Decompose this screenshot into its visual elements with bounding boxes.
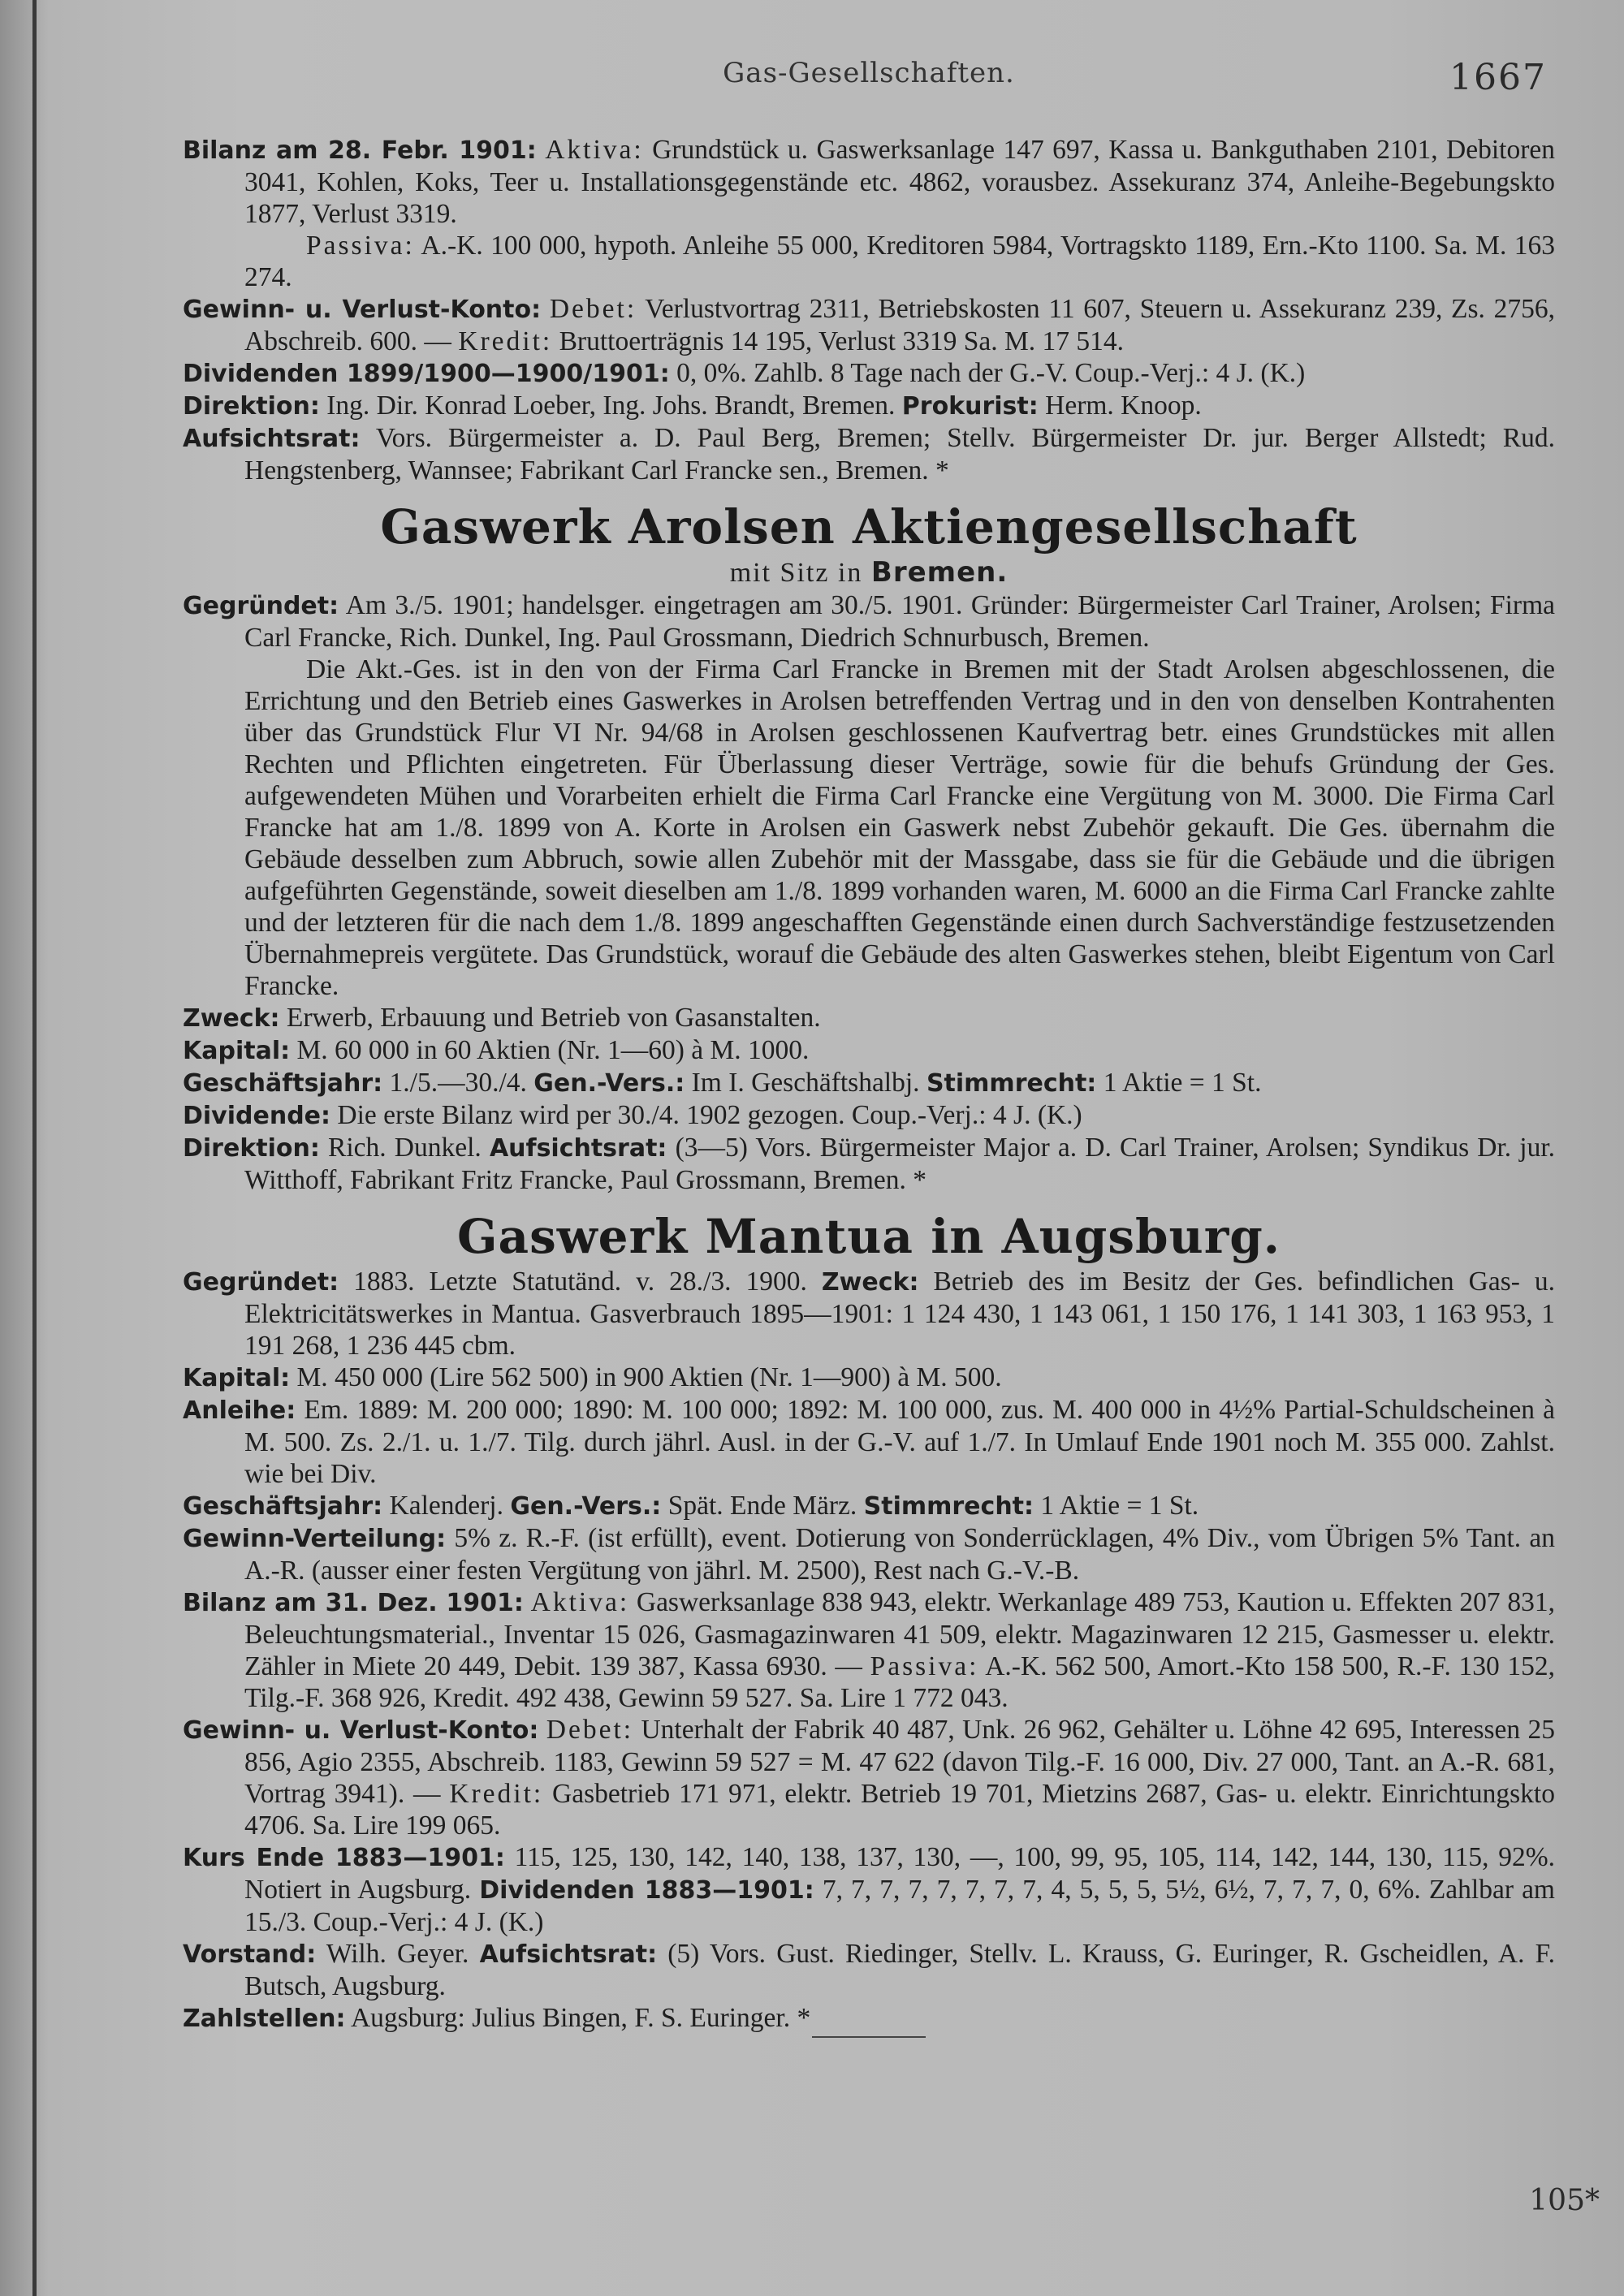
- aufsichtsrat-label: Aufsichtsrat:: [183, 425, 361, 453]
- vorstand-entry: [183, 1938, 1555, 2002]
- stimm-label: Stimmrecht:: [863, 1492, 1034, 1521]
- kurs-label: Kurs Ende 1883—1901:: [183, 1844, 505, 1872]
- direktion-aufsichtsrat-entry: [183, 1132, 1555, 1196]
- gegruendet-text: Am 3./5. 1901; handelsger. eingetragen am 30./5. 1901. Gründer: Bürgermeister Carl Trainer, Arolsen; Firma Carl Francke, Rich. Dunkel, Ing. Paul Grossmann, Diedrich Schnurbusch, Bremen.: [244, 590, 1555, 653]
- bilanz-entry: [183, 1586, 1555, 1714]
- direktion-label: Direktion:: [183, 1134, 320, 1163]
- direktion-entry: [183, 390, 1555, 422]
- prokurist-label: Prokurist:: [901, 392, 1039, 421]
- geschaeftsjahr-entry: [183, 1490, 1555, 1522]
- dividenden-text: 0, 0%. Zahlb. 8 Tage nach der G.-V. Coup.-Verj.: 4 J. (K.): [676, 358, 1306, 388]
- zahlstellen-text: Augsburg: Julius Bingen, F. S. Euringer. *: [350, 2003, 811, 2033]
- gj-text: 1./5.—30./4.: [389, 1068, 527, 1098]
- dividenden-label: Dividenden 1883—1901:: [479, 1876, 814, 1905]
- zweck-text: Erwerb, Erbauung und Betrieb von Gasanstalten.: [286, 1003, 821, 1033]
- gewinnverteilung-entry: [183, 1522, 1555, 1586]
- dividenden-label: Dividenden 1899/1900—1900/1901:: [183, 360, 670, 388]
- running-header: [183, 57, 1555, 97]
- kapital-label: Kapital:: [183, 1364, 291, 1392]
- kapital-text: M. 60 000 in 60 Aktien (Nr. 1—60) à M. 1000.: [296, 1035, 810, 1065]
- direktion-label: Direktion:: [183, 392, 320, 421]
- bilanz-aktiva: Grundstück u. Gaswerksanlage 147 697, Kassa u. Bankguthaben 2101, Debitoren 3041, Kohlen, Koks, Teer u. Installationsgegenstände etc. 4862, vorausbez. Assekuranz 374, Anleihe-Begebungskto 1877, Verlust 3319.: [244, 135, 1556, 229]
- gj-label: Geschäftsjahr:: [183, 1069, 383, 1098]
- gj-label: Geschäftsjahr:: [183, 1492, 383, 1521]
- anleihe-entry: [183, 1394, 1555, 1490]
- bilanz-passiva: A.-K. 100 000, hypoth. Anleihe 55 000, Kreditoren 5984, Vortragskto 1189, Ern.-Kto 1100. Sa. M. 163 274.: [244, 231, 1556, 292]
- dividende-label: Dividende:: [183, 1102, 331, 1130]
- bilanz-label: Bilanz am 31. Dez. 1901:: [183, 1589, 524, 1617]
- gegruendet-label: Gegründet:: [183, 1268, 339, 1297]
- passiva-entry: [183, 230, 1555, 293]
- gegruendet-label: Gegründet:: [183, 592, 339, 620]
- signature-mark: 105*: [1529, 2184, 1600, 2217]
- aufsichtsrat-text: Vors. Bürgermeister a. D. Paul Berg, Bremen; Stellv. Bürgermeister Dr. jur. Berger Allstedt; Rud. Hengstenberg, Wannsee; Fabrikant Carl Francke sen., Bremen. *: [244, 423, 1555, 486]
- dividende-entry: [183, 1099, 1555, 1132]
- guv-entry: [183, 1714, 1555, 1841]
- anleihe-label: Anleihe:: [183, 1396, 296, 1425]
- aufsichtsrat-entry: [183, 422, 1555, 486]
- aufsichtsrat-label: Aufsichtsrat:: [489, 1134, 667, 1163]
- debet-word: Debet:: [546, 1715, 634, 1745]
- gewinnverteilung-label: Gewinn-Verteilung:: [183, 1525, 447, 1553]
- gegruendet-entry: [183, 1266, 1555, 1362]
- kapital-label: Kapital:: [183, 1037, 291, 1065]
- zweck-entry: [183, 1002, 1555, 1034]
- zweck-label: Zweck:: [183, 1004, 280, 1033]
- zweck-text: Betrieb des im Besitz der Ges. befindlichen Gas- u. Elektricitätswerkes in Mantua. Gasverbrauch 1895—1901: 1 124 430, 1 143 061, 1 150 176, 1 141 303, 1 163 953, 1 191 268, 1 236 445 cbm.: [244, 1267, 1556, 1361]
- guv-entry: [183, 293, 1555, 357]
- aktiva-word: Aktiva:: [545, 135, 644, 165]
- company-subtitle-arolsen: [183, 556, 1555, 589]
- geschaeftsjahr-entry: [183, 1067, 1555, 1099]
- stimm-label: Stimmrecht:: [926, 1069, 1097, 1098]
- guv-kredit: Gasbetrieb 171 971, elektr. Betrieb 19 701, Mietzins 2687, Gas- u. elektr. Einrichtungskto 4706. Sa. Lire 199 065.: [244, 1779, 1555, 1841]
- anleihe-text: Em. 1889: M. 200 000; 1890: M. 100 000; 1892: M. 100 000, zus. M. 400 000 in 4½% Partial-Schuldscheinen à M. 500. Zs. 2./1. u. 1./7. Tilg. durch jährl. Ausl. in der G.-V. auf 1./7. In Umlauf Ende 1901 noch M. 355 000. Zahlst. wie bei Div.: [244, 1395, 1556, 1489]
- gv-text: Spät. Ende März.: [667, 1491, 857, 1521]
- page-body: [183, 134, 1555, 2038]
- company-title-arolsen: Gaswerk Arolsen Aktiengesellschaft: [380, 499, 1358, 555]
- guv-debet: Unterhalt der Fabrik 40 487, Unk. 26 962, Gehälter u. Löhne 42 695, Interessen 25 856, Agio 2355, Abschreib. 1183, Gewinn 59 527 = M. 47 622 (davon Tilg.-F. 16 000, Div. 27 000, Tant. an A.-R. 681, Vortrag 3941). —: [244, 1715, 1556, 1809]
- passiva-word: Passiva:: [306, 231, 415, 261]
- prokurist-text: Herm. Knoop.: [1045, 391, 1202, 421]
- subtitle-prefix: mit Sitz in: [729, 558, 863, 588]
- guv-label: Gewinn- u. Verlust-Konto:: [183, 1716, 539, 1745]
- gj-text: Kalenderj.: [389, 1491, 503, 1521]
- gv-text: Im I. Geschäftshalbj.: [691, 1068, 920, 1098]
- debet-word: Debet:: [549, 294, 637, 324]
- gewinnverteilung-text: 5% z. R.-F. (ist erfüllt), event. Dotierung von Sonderrücklagen, 4% Div., vom Übrigen 5% Tant. an A.-R. (ausser einer festen Vergütung von jährl. M. 2500), Rest nach G.-V.-B.: [244, 1523, 1555, 1586]
- direktion-text: Rich. Dunkel.: [328, 1133, 482, 1163]
- bilanz-label: Bilanz am 28. Febr. 1901:: [183, 136, 537, 165]
- aufsichtsrat-text: (3—5) Vors. Bürgermeister Major a. D. Carl Trainer, Arolsen; Syndikus Dr. jur. Witthoff, Fabrikant Fritz Francke, Paul Grossmann, Bremen. *: [244, 1133, 1556, 1195]
- dividenden-text: 7, 7, 7, 7, 7, 7, 7, 7, 4, 5, 5, 5, 5½, 6½, 7, 7, 7, 0, 6%. Zahlbar am 15./3. Coup.-Verj.: 4 J. (K.): [244, 1875, 1555, 1937]
- kapital-text: M. 450 000 (Lire 562 500) in 900 Aktien (Nr. 1—900) à M. 500.: [296, 1362, 1002, 1392]
- aufsichtsrat-text: (5) Vors. Gust. Riedinger, Stellv. L. Krauss, G. Euringer, R. Gscheidlen, A. F. Butsch, Augsburg.: [244, 1939, 1555, 2001]
- page-number: 1667: [1449, 57, 1547, 98]
- arolsen-body: [183, 654, 1555, 1002]
- guv-kredit: Bruttoerträgnis 14 195, Verlust 3319 Sa. M. 17 514.: [559, 326, 1124, 356]
- subtitle-city: Bremen.: [870, 556, 1009, 589]
- zahlstellen-label: Zahlstellen:: [183, 2005, 346, 2033]
- kurs-text: 115, 125, 130, 142, 140, 138, 137, 130, —, 100, 99, 95, 105, 114, 142, 144, 130, 115, 92%. Notiert in Augsburg.: [244, 1842, 1555, 1905]
- gv-label: Gen.-Vers.:: [533, 1069, 685, 1098]
- dividende-text: Die erste Bilanz wird per 30./4. 1902 gezogen. Coup.-Verj.: 4 J. (K.): [337, 1100, 1082, 1130]
- kredit-word: Kredit:: [449, 1779, 544, 1809]
- arolsen-body-text: Die Akt.-Ges. ist in den von der Firma Carl Francke in Bremen mit der Stadt Arolsen abgeschlossenen, die Errichtung und den Betrieb eines Gaswerkes in Arolsen betreffenden Vertrag und in den von denselben Kontrahenten über das Grundstück Flur VI Nr. 94/68 in Arolsen geschlossenen Kaufvertrag betr. eines Grundstückes mit allen Rechten und Pflichten eingetreten. Für Überlassung dieser Verträge, sowie für die behufs Gründung der Ges. aufgewendeten Mühen und Vorarbeiten erhielt die Firma Carl Francke eine Vergütung von M. 3000. Die Firma Carl Francke hat am 1./8. 1899 von A. Korte in Arolsen ein Gaswerk nebst Zubehör gekauft. Die Ges. übernahm die Gebäude desselben zum Abbruch, sowie allen Zubehör mit der Massgabe, dass sie für die Gebäude und die übrigen aufgeführten Gegenstände, soweit dieselben am 1./8. 1899 vorhanden waren, M. 6000 an die Firma Carl Francke zahlte und der letzteren für die nach dem 1./8. 1899 angeschafften Gegenstände einen durch Sachverständige festzusetzenden Übernahmepreis vergütete. Das Grundstück, worauf die Gebäude des alten Gaswerkes stehen, bleibt Eigentum von Carl Francke.: [244, 654, 1555, 1001]
- bilanz-entry: [183, 134, 1555, 230]
- aktiva-word: Aktiva:: [530, 1587, 630, 1617]
- binding-edge: [32, 0, 37, 2296]
- stimm-text: 1 Aktie = 1 St.: [1040, 1491, 1199, 1521]
- aufsichtsrat-label: Aufsichtsrat:: [479, 1940, 658, 1969]
- guv-debet: Verlustvortrag 2311, Betriebskosten 11 607, Steuern u. Assekuranz 239, Zs. 2756, Abschreib. 600. —: [244, 294, 1556, 356]
- bilanz-aktiva: Gaswerksanlage 838 943, elektr. Werkanlage 489 753, Kaution u. Effekten 207 831, Beleuchtungsmaterial., Inventar 15 026, Gasmagazinwaren 41 509, elektr. Magazinwaren 12 215, Gasmesser u. elektr. Zähler in Miete 20 449, Debit. 139 387, Kassa 6930. —: [244, 1587, 1556, 1681]
- stimm-text: 1 Aktie = 1 St.: [1103, 1068, 1262, 1098]
- zahlstellen-entry: [183, 2002, 1555, 2035]
- kredit-word: Kredit:: [458, 326, 553, 356]
- kurs-entry: [183, 1841, 1555, 1938]
- company-title-mantua: Gaswerk Mantua in Augsburg.: [456, 1209, 1281, 1264]
- gegruendet-text: 1883. Letzte Statutänd. v. 28./3. 1900.: [353, 1267, 807, 1297]
- section-rule: [812, 2036, 926, 2038]
- bilanz-passiva: A.-K. 562 500, Amort.-Kto 158 500, R.-F. 130 152, Tilg.-F. 368 926, Kredit. 492 438, Gewinn 59 527. Sa. Lire 1 772 043.: [244, 1651, 1556, 1713]
- passiva-word: Passiva:: [870, 1651, 979, 1681]
- kapital-entry: [183, 1034, 1555, 1067]
- kapital-entry: [183, 1362, 1555, 1394]
- direktion-text: Ing. Dir. Konrad Loeber, Ing. Johs. Brandt, Bremen.: [326, 391, 896, 421]
- vorstand-text: Wilh. Geyer.: [326, 1939, 469, 1969]
- dividenden-entry: [183, 357, 1555, 390]
- gegruendet-entry: [183, 589, 1555, 654]
- running-title: Gas-Gesellschaften.: [723, 57, 1015, 89]
- gv-label: Gen.-Vers.:: [510, 1492, 662, 1521]
- guv-label: Gewinn- u. Verlust-Konto:: [183, 296, 542, 324]
- zweck-label: Zweck:: [821, 1268, 919, 1297]
- vorstand-label: Vorstand:: [183, 1940, 317, 1969]
